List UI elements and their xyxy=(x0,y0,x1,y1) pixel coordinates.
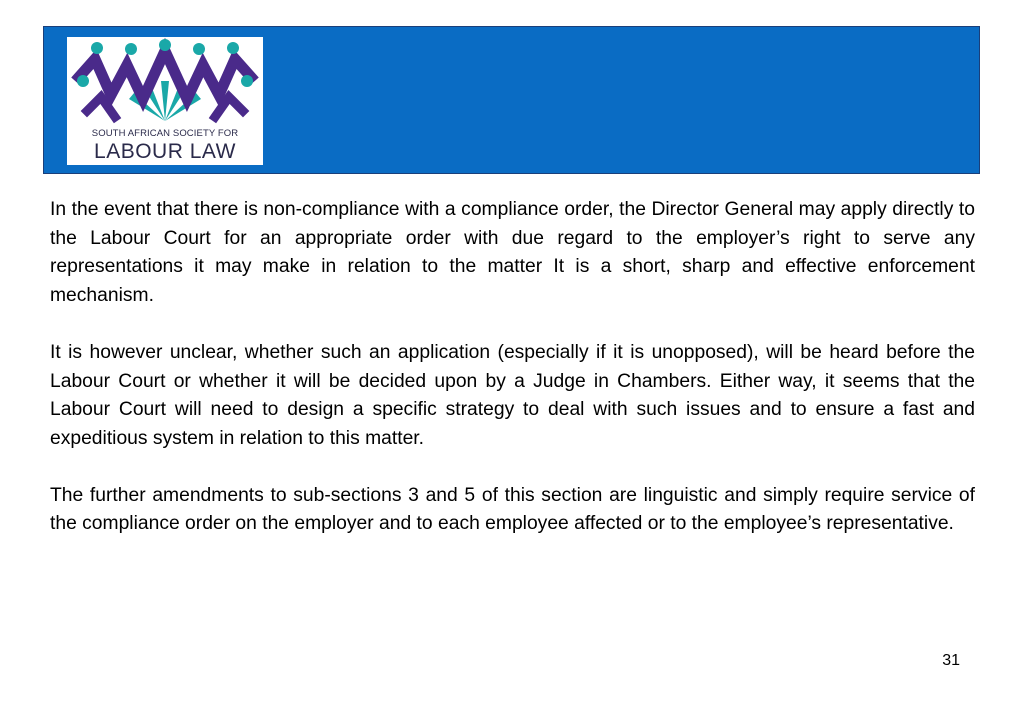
people-circle-icon xyxy=(67,37,263,127)
slide-number: 31 xyxy=(942,652,960,669)
body-paragraph-3: The further amendments to sub-sections 3 and 5 of this section are linguistic and simply require service of the compliance order on the employer and to each employee affected or to the employee’s representative. xyxy=(50,484,975,535)
body-paragraph-2: It is however unclear, whether such an application (especially if it is unopposed), will be heard before the Labour Court or whether it will be decided upon by a Judge in Chambers. Either way, it seems that the Labour Court will need to design a specific strategy to deal with such issues and to ensure a fast and expeditious system in relation to this matter. xyxy=(50,341,975,449)
sasll-logo xyxy=(67,37,263,165)
body-paragraph-1: In the event that there is non-compliance with a compliance order, the Director General may apply directly to the Labour Court for an appropriate order with due regard to the employer’s right to serve any representations it may make in relation to the matter It is a short, sharp and effective enforcement mechanism. xyxy=(50,199,975,307)
logo-text-line2: LABOUR LAW xyxy=(94,140,236,163)
slide-body xyxy=(50,196,975,567)
logo-text-line1: SOUTH AFRICAN SOCIETY FOR xyxy=(91,128,239,139)
